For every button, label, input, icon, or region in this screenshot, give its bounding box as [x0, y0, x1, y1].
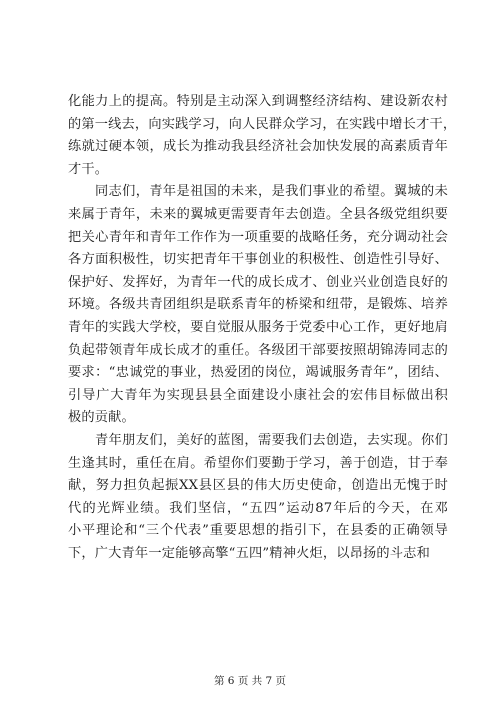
text-line: 生逢其时，重任在肩。希望你们要勤于学习，善于创造，甘于奉: [68, 455, 448, 471]
text-line: 极的贡献。: [68, 410, 135, 426]
text-line: 把关心青年和青年工作作为一项重要的战略任务，充分调动社会: [68, 229, 448, 245]
text-line: 才干。: [68, 161, 109, 177]
paragraph: [68, 181, 448, 430]
text-line: 化能力上的提高。特别是主动深入到调整经济结构、建设新农村: [68, 94, 448, 109]
body-text: [68, 91, 457, 565]
text-line: 负起带领青年成长成才的重任。各级团干部要按照胡锦涛同志的: [68, 342, 448, 358]
text-line: 青年的实践大学校，要自觉服从服务于党委中心工作，更好地肩: [68, 319, 448, 335]
page-footer: 第 6 页 共 7 页: [213, 675, 287, 687]
text-line: 下，广大青年一定能够高擎“五四”精神火炬，以昂扬的斗志和: [68, 545, 430, 561]
text-line: 来属于青年，未来的翼城更需要青年去创造。全县各级党组织要: [68, 206, 448, 222]
text-line: 各方面积极性，切实把青年干事创业的积极性、创造性引导好、: [68, 252, 448, 268]
text-line: 同志们，青年是祖国的未来，是我们事业的希望。翼城的未: [95, 184, 448, 200]
text-line: 代的光辉业绩。我们坚信，“五四”运动87年后的今天，在邓: [68, 500, 448, 516]
text-line: 青年朋友们，美好的蓝图，需要我们去创造，去实现。你们: [95, 432, 448, 448]
text-line: 练就过硬本领，成长为推动我县经济社会加快发展的高素质青年: [68, 139, 448, 155]
text-line: 要求：“忠诚党的事业，热爱团的岗位，竭诚服务青年”，团结、: [68, 365, 448, 381]
paragraph: [68, 91, 457, 181]
text-line: 献，努力担负起振XX县区县的伟大历史使命，创造出无愧于时: [68, 478, 448, 494]
text-line: 的第一线去，向实践学习，向人民群众学习，在实践中增长才干，: [68, 116, 457, 132]
paragraph: [68, 430, 448, 566]
text-line: 保护好、发挥好，为青年一代的成长成才、创业兴业创造良好的: [68, 274, 448, 290]
text-line: 环境。各级共青团组织是联系青年的桥梁和纽带，是锻炼、培养: [68, 297, 448, 313]
text-line: 引导广大青年为实现县县全面建设小康社会的宏伟目标做出积: [68, 387, 448, 403]
text-line: 小平理论和“三个代表”重要思想的指引下，在县委的正确领导: [68, 523, 448, 539]
